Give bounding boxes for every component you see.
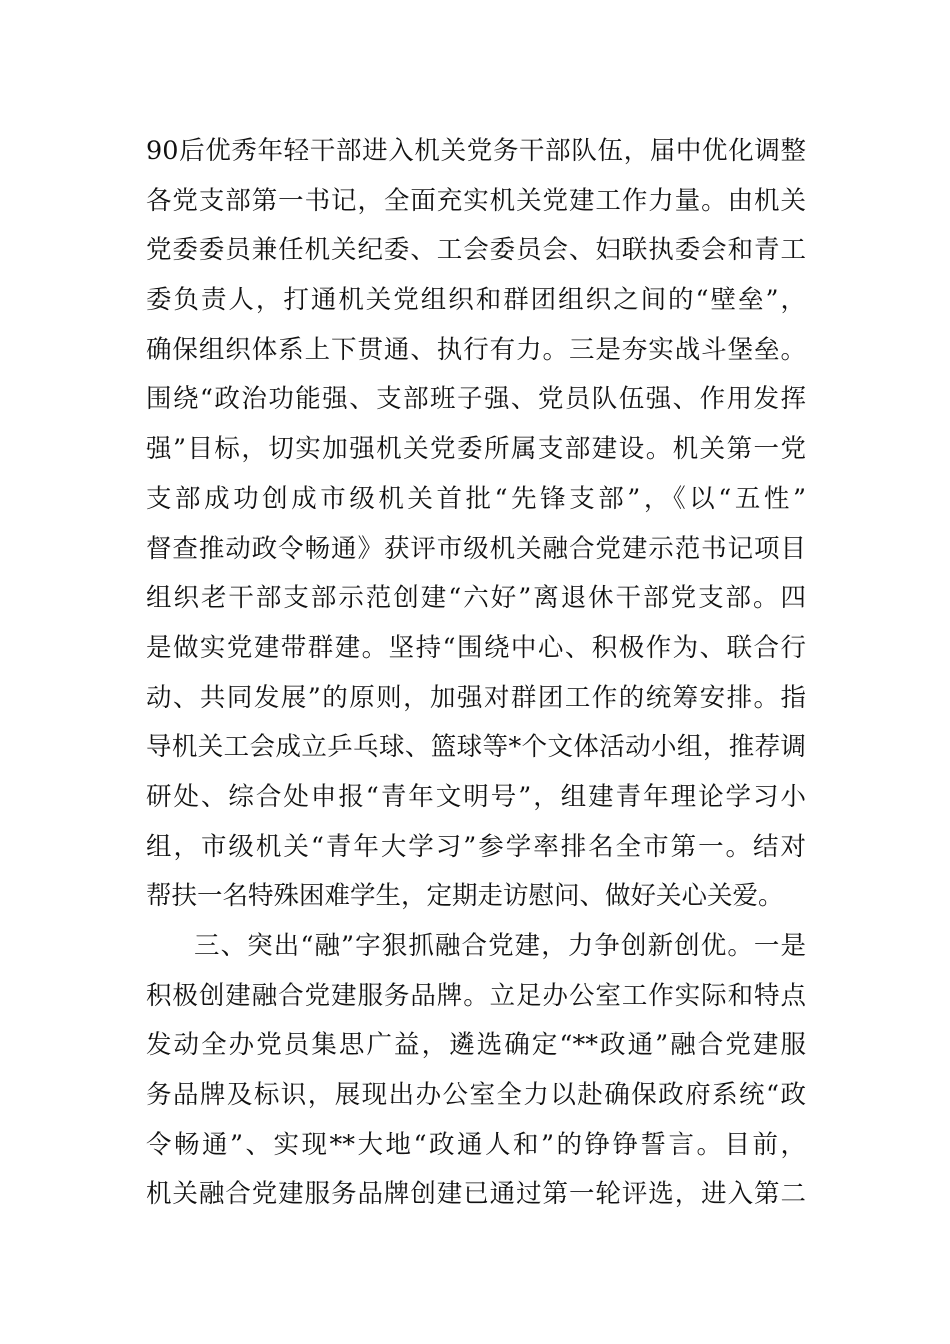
text-line: 令畅通”、实现**大地“政通人和”的铮铮誓言。目前， <box>146 1129 806 1160</box>
document-body <box>146 127 806 1220</box>
text-line: 导机关工会成立乒乓球、篮球等*个文体活动小组，推荐调 <box>146 732 806 763</box>
text-line: 是做实党建带群建。坚持“围绕中心、积极作为、联合行 <box>146 632 806 663</box>
text-line: 务品牌及标识，展现出办公室全力以赴确保政府系统“政 <box>146 1080 806 1111</box>
text-line: 委负责人，打通机关党组织和群团组织之间的“壁垒”， <box>146 285 806 316</box>
text-line: 组，市级机关“青年大学习”参学率排名全市第一。结对 <box>146 831 806 862</box>
text-line: 各党支部第一书记，全面充实机关党建工作力量。由机关 <box>146 185 806 216</box>
text-line: 动、共同发展”的原则，加强对群团工作的统筹安排。指 <box>146 682 806 713</box>
text-line: 围绕“政治功能强、支部班子强、党员队伍强、作用发挥 <box>146 384 806 415</box>
text-line: 党委委员兼任机关纪委、工会委员会、妇联执委会和青工 <box>146 235 806 266</box>
text-line: 90后优秀年轻干部进入机关党务干部队伍，届中优化调整 <box>146 136 806 166</box>
text-line: 发动全办党员集思广益，遴选确定“**政通”融合党建服 <box>146 1030 806 1061</box>
text-line: 确保组织体系上下贯通、执行有力。三是夯实战斗堡垒。 <box>146 334 806 365</box>
section-heading-line: 三、突出“融”字狠抓融合党建，力争创新创优。一是 <box>194 931 806 961</box>
text-line: 积极创建融合党建服务品牌。立足办公室工作实际和特点 <box>146 980 806 1011</box>
text-line: 组织老干部支部示范创建“六好”离退休干部党支部。四 <box>146 583 806 614</box>
text-line: 研处、综合处申报“青年文明号”，组建青年理论学习小 <box>146 781 806 812</box>
text-line: 支部成功创成市级机关首批“先锋支部”，《以“五性” <box>146 483 806 514</box>
text-line: 强”目标，切实加强机关党委所属支部建设。机关第一党 <box>146 434 806 465</box>
text-line: 机关融合党建服务品牌创建已通过第一轮评选，进入第二 <box>146 1179 806 1210</box>
text-line: 督查推动政令畅通》获评市级机关融合党建示范书记项目 <box>146 533 806 564</box>
text-line: 帮扶一名特殊困难学生，定期走访慰问、做好关心关爱。 <box>146 881 784 912</box>
